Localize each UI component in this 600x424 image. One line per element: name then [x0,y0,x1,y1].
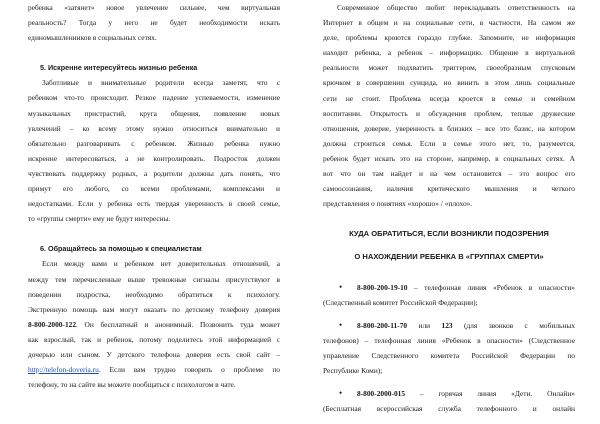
text-line: воспитании. Открытость и обсуждения проблем, теплые дружеские [323,108,575,118]
text-line: реальности может подхватить триггером, своеобразным спусковым [323,63,575,73]
text-line: телефону, то на сайте вы можете пообщаться с психологом в чате. [28,380,236,390]
text-line: Республике Коми); [323,365,383,375]
text-line [323,318,575,333]
text-line: крючком в совершении суицида, но винить в этом лишь социальные [323,78,575,88]
text-line: Заботливые и внимательные родители всегда заметят, что с [42,78,280,88]
right-column [323,0,575,416]
text-fragment: – горячая линия «Дети. Онлайн» [405,389,575,399]
list-item [323,280,575,310]
hotline-short-number: 123 [441,320,453,330]
section-heading-5: 5. Искренне интересуйтесь жизнью ребенка [40,63,198,73]
list-item [323,318,575,378]
text-fragment: . Он бесплатный и анонимный. Позвонить туда может [76,319,280,329]
section-heading-6: 6. Обращайтесь за помощью к специалистам [40,244,202,254]
text-line: искренне интересоваться, а не контролировать. Подросток должен [28,153,280,163]
text-line: (Следственный комитет Российской Федерации); [323,297,478,307]
text-line: управление Следственного комитета Российской Федерации по [323,350,575,360]
text-fragment: – телефонная линия «Ребенок в опасности» [407,282,575,292]
text-line [28,362,280,377]
text-line: Современное общество любит перекладывать ответственность на [337,3,575,12]
text-line [323,280,575,295]
text-line: единомышленников в социальных сетях. [28,33,157,43]
text-line: сети не стоит. Проблема всегда кроется в семье и семейном [323,93,575,103]
paragraph-section-5 [28,75,280,226]
text-line: поведении подростка, необходимо обратиться к психологу. [28,289,280,299]
text-line: (Бесплатная всероссийская служба телефонного и онлайн [323,404,575,414]
text-line: самоосознания, наличия критического мышления и четкого [323,184,575,194]
hotline-list [323,280,575,417]
paragraph-intro-continuation [28,0,280,45]
list-item [323,386,575,416]
text-line: как взрослый, так и ребенок, потому поделитесь этой информацией с [28,334,280,344]
hotline-phone: 8-800-200-11-70 [357,320,408,330]
text-line: телефонов) – телефонная линия «Ребенок в опасности» (Следственное [323,335,575,345]
paragraph-society [323,0,575,211]
text-line: реальность? Тогда у него не будет необходимости искать [28,18,280,28]
text-line: Интернет в общем и на социальные сети, в частности. На самом же [323,18,575,28]
hotline-phone: 8-800-200-19-10 [357,282,408,292]
text-line: вот что он там найдет и на чем остановится – это вопрос его [323,169,575,179]
hotline-phone: 8-800-2000-122 [28,319,77,329]
hotline-phone: 8-800-2000-015 [357,389,406,399]
text-line: должна строиться семья. Если в семье этого нет, то, разумеется, [323,138,575,148]
where-to-turn-heading: КУДА ОБРАТИТЬСЯ, ЕСЛИ ВОЗНИКЛИ ПОДОЗРЕНИЯ [349,229,549,239]
helpline-website-link[interactable]: http://telefon-doveria.ru [28,365,99,375]
text-line: дочерью или сыном. У детского телефона доверия есть свой сайт – [28,349,280,359]
text-line: ребенка «затянет» новое увлечение сильнее, чем виртуальная [28,3,280,12]
paragraph-section-6 [28,256,280,392]
text-line: ребенок будет искать это на стороне, например, в социальных сетях. А [323,153,575,163]
text-line: деле, проблемы кроются гораздо глубже. Запомните, не информация [323,33,575,43]
where-to-turn-subheading: О НАХОЖДЕНИИ РЕБЕНКА В «ГРУППАХ СМЕРТИ» [354,252,544,262]
text-line: между тем перечисленные выше тревожные сигналы присутствуют в [28,274,280,284]
text-line: Экстренную помощь вам могут оказать по детскому телефону доверия [28,304,280,314]
text-line [323,386,575,401]
text-line [28,317,280,332]
text-line: отношения, доверие, уверенность в близких – все это базис, на котором [323,123,575,133]
text-line: чувствовать поддержку родных, а родители должны дать понять, что [28,168,280,178]
text-line: находит ребенка, а ребенок – информацию. Общение в виртуальной [323,48,575,58]
text-line: обязательно разговаривать с ребенком. Жизнью ребенка нужно [28,138,280,148]
text-line: то «группы смерти» ему не будут интересны. [28,214,171,224]
text-line: примут его любого, со всеми проблемами, комплексами и [28,184,280,194]
text-line: увлечений – ко всему этому нужно относиться внимательно и [28,123,280,133]
text-fragment: (для звонков с мобильных [452,320,575,330]
text-line: представления о понятиях «хорошо» / «плохо». [323,199,473,209]
left-column [28,0,280,392]
text-line: недостатками. Если у ребенка есть твердая уверенность в своей семье, [28,199,280,209]
text-line: ребенком что-то происходит. Резкое падение успеваемости, изменение [28,93,280,103]
text-line: Если между вами и ребенком нет доверительных отношений, а [42,259,280,269]
text-line: музыкальных пристрастий, круга общения, появление новых [28,108,280,118]
text-fragment: или [407,320,442,330]
text-fragment: . Если вам трудно говорить о проблеме по [98,365,280,375]
